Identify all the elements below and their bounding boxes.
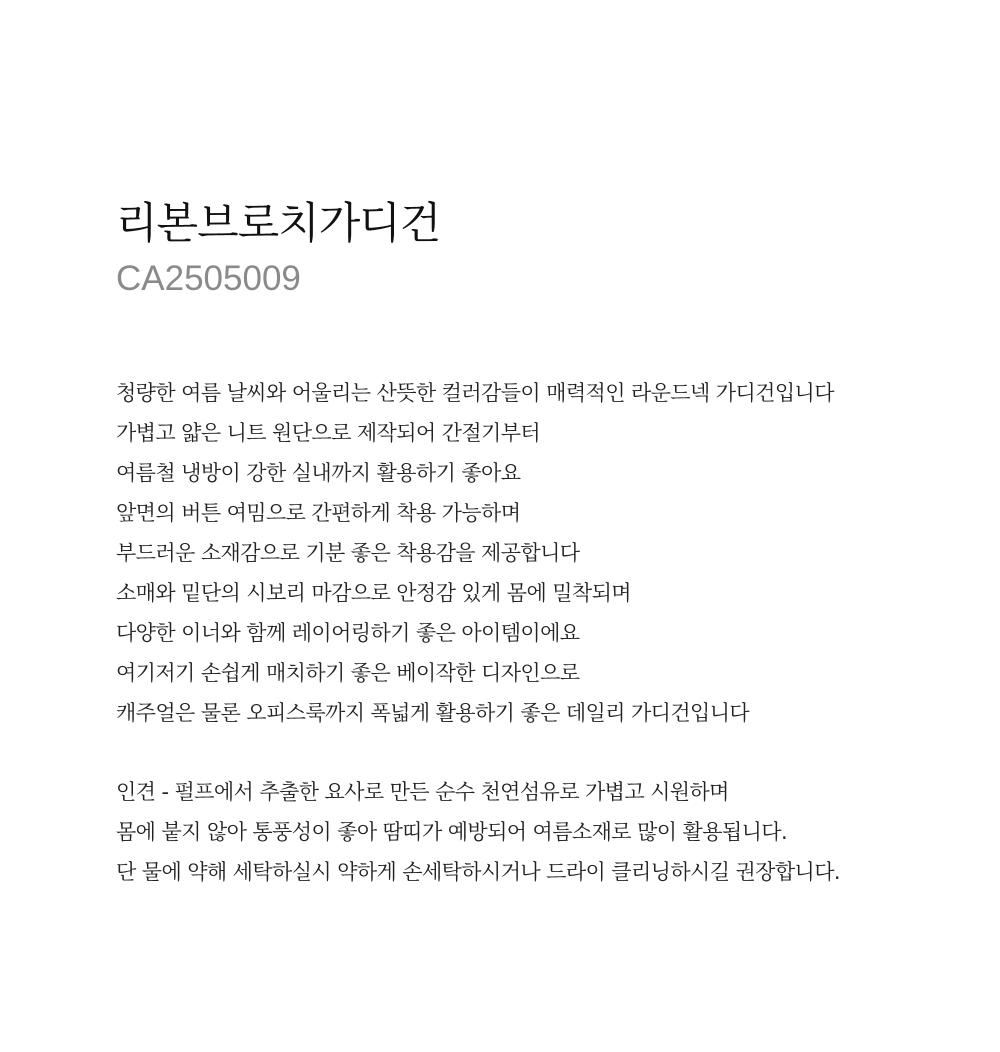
description-line: 캐주얼은 물론 오피스룩까지 폭넓게 활용하기 좋은 데일리 가디건입니다 xyxy=(116,701,750,725)
description-line: 다양한 이너와 함께 레이어링하기 좋은 아이템이에요 xyxy=(116,621,580,645)
description-paragraph-1 xyxy=(116,373,834,733)
material-note-line: 단 물에 약해 세탁하실시 약하게 손세탁하시거나 드라이 클리닝하시길 권장합니다. xyxy=(116,860,840,884)
description-line: 부드러운 소재감으로 기분 좋은 착용감을 제공합니다 xyxy=(116,541,580,565)
description-line: 여름철 냉방이 강한 실내까지 활용하기 좋아요 xyxy=(116,461,521,485)
description-line: 앞면의 버튼 여밈으로 간편하게 착용 가능하며 xyxy=(116,501,521,525)
product-title: 리본브로치가디건 xyxy=(116,199,441,249)
material-note-line: 몸에 붙지 않아 통풍성이 좋아 땀띠가 예방되어 여름소재로 많이 활용됩니다. xyxy=(116,820,788,844)
description-line: 가볍고 얇은 니트 원단으로 제작되어 간절기부터 xyxy=(116,421,541,445)
description-line: 소매와 밑단의 시보리 마감으로 안정감 있게 몸에 밀착되며 xyxy=(116,581,631,605)
material-note-line: 인견 - 펄프에서 추출한 요사로 만든 순수 천연섬유로 가볍고 시원하며 xyxy=(116,780,729,804)
description-line: 청량한 여름 날씨와 어울리는 산뜻한 컬러감들이 매력적인 라운드넥 가디건입니다 xyxy=(116,381,834,405)
description-paragraph-2 xyxy=(116,772,840,892)
product-code: CA2505009 xyxy=(116,259,301,298)
description-line: 여기저기 손쉽게 매치하기 좋은 베이작한 디자인으로 xyxy=(116,661,580,685)
